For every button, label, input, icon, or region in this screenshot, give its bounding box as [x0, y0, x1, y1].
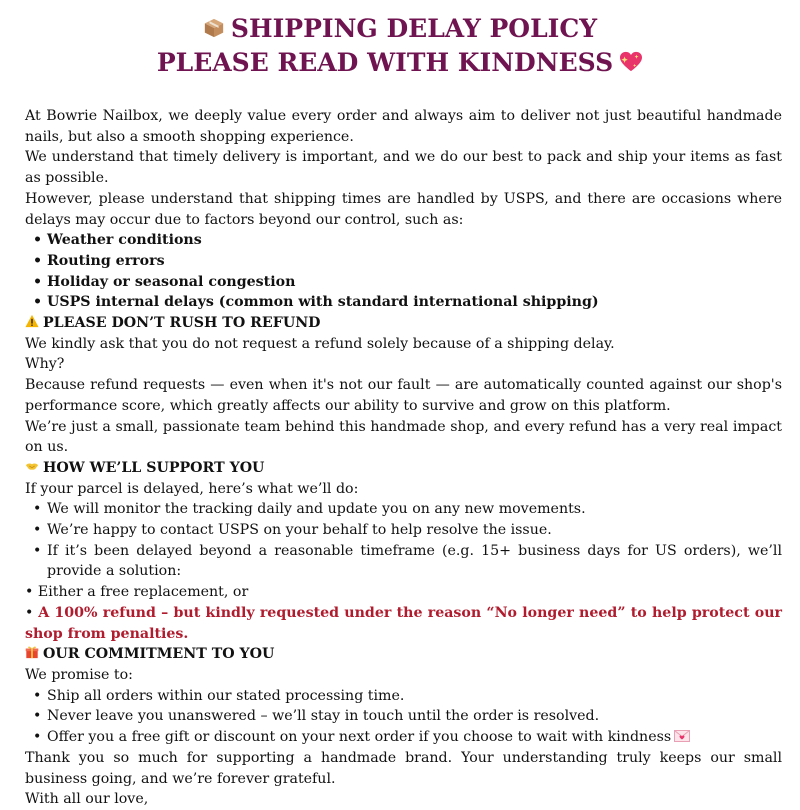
- gift-icon: [25, 645, 39, 659]
- list-item: [25, 727, 782, 748]
- list-item: • We will monitor the tracking daily and update you on any new movements.: [25, 499, 782, 520]
- list-item-text: Offer you a free gift or discount on your next order if you choose to wait with kindness: [47, 729, 672, 746]
- refund-paragraph: Why?: [25, 356, 65, 373]
- intro-paragraph: However, please understand that shipping times are handled by USPS, and there are occasions where delays may occur due to factors beyond our control, such as:: [25, 190, 782, 228]
- intro-paragraph: We understand that timely delivery is important, and we do our best to pack and ship your items as fast as possible.: [25, 149, 782, 187]
- refund-option: [25, 603, 782, 644]
- list-item: • Routing errors: [25, 251, 782, 272]
- replacement-option: • Either a free replacement, or: [25, 584, 249, 601]
- intro-paragraph: At Bowrie Nailbox, we deeply value every order and always aim to deliver not just beautiful handmade nails, but also a smooth shopping experience.: [25, 108, 782, 145]
- refund-paragraph: We kindly ask that you do not request a refund solely because of a shipping delay.: [25, 335, 615, 352]
- refund-paragraph: We’re just a small, passionate team behind this handmade shop, and every refund has a very real impact on us.: [25, 418, 782, 456]
- package-icon: [203, 17, 225, 39]
- handshake-icon: [25, 459, 39, 473]
- list-item: • We’re happy to contact USPS on your behalf to help resolve the issue.: [25, 520, 782, 541]
- support-heading-text: HOW WE’LL SUPPORT YOU: [43, 459, 265, 476]
- title-text-2: PLEASE READ WITH KINDNESS: [156, 48, 614, 77]
- page-title-line-2: [0, 48, 800, 77]
- list-item: • Ship all orders within our stated processing time.: [25, 686, 782, 707]
- support-section-heading: [25, 458, 782, 479]
- policy-body: [25, 106, 782, 810]
- commitment-section-heading: [25, 644, 782, 665]
- page-title-line-1: [0, 14, 800, 43]
- support-list: [25, 499, 782, 582]
- closing-paragraph: Thank you so much for supporting a handmade brand. Your understanding truly keeps our small business going, and we’re forever grateful.: [25, 749, 782, 787]
- commitment-list: [25, 686, 782, 748]
- list-item: • USPS internal delays (common with standard international shipping): [25, 292, 782, 313]
- list-item: • Holiday or seasonal congestion: [25, 272, 782, 293]
- support-intro: If your parcel is delayed, here’s what we’ll do:: [25, 480, 359, 497]
- delay-factors-list: [25, 230, 782, 313]
- commitment-intro: We promise to:: [25, 666, 133, 683]
- refund-paragraph: Because refund requests — even when it's not our fault — are automatically counted against our shop's performance score, which greatly affects our ability to survive and grow on this platform.: [25, 377, 782, 414]
- list-item: • Never leave you unanswered – we’ll stay in touch until the order is resolved.: [25, 706, 782, 727]
- commitment-heading-text: OUR COMMITMENT TO YOU: [43, 646, 275, 663]
- title-text-1: SHIPPING DELAY POLICY: [230, 14, 598, 43]
- list-item: • Weather conditions: [25, 230, 782, 251]
- refund-heading-text: PLEASE DON’T RUSH TO REFUND: [43, 315, 321, 332]
- refund-option-text: A 100% refund – but kindly requested under the reason “No longer need” to help protect our shop from penalties.: [25, 604, 782, 642]
- love-letter-icon: [674, 730, 690, 742]
- sparkling-heart-icon: [619, 51, 643, 73]
- refund-section-heading: [25, 313, 782, 334]
- list-item: • If it’s been delayed beyond a reasonable timeframe (e.g. 15+ business days for US orders), we’ll provide a solution:: [25, 541, 782, 582]
- warning-icon: [25, 314, 39, 328]
- closing-signoff: With all our love,: [25, 791, 149, 808]
- bullet-mark: •: [25, 604, 39, 621]
